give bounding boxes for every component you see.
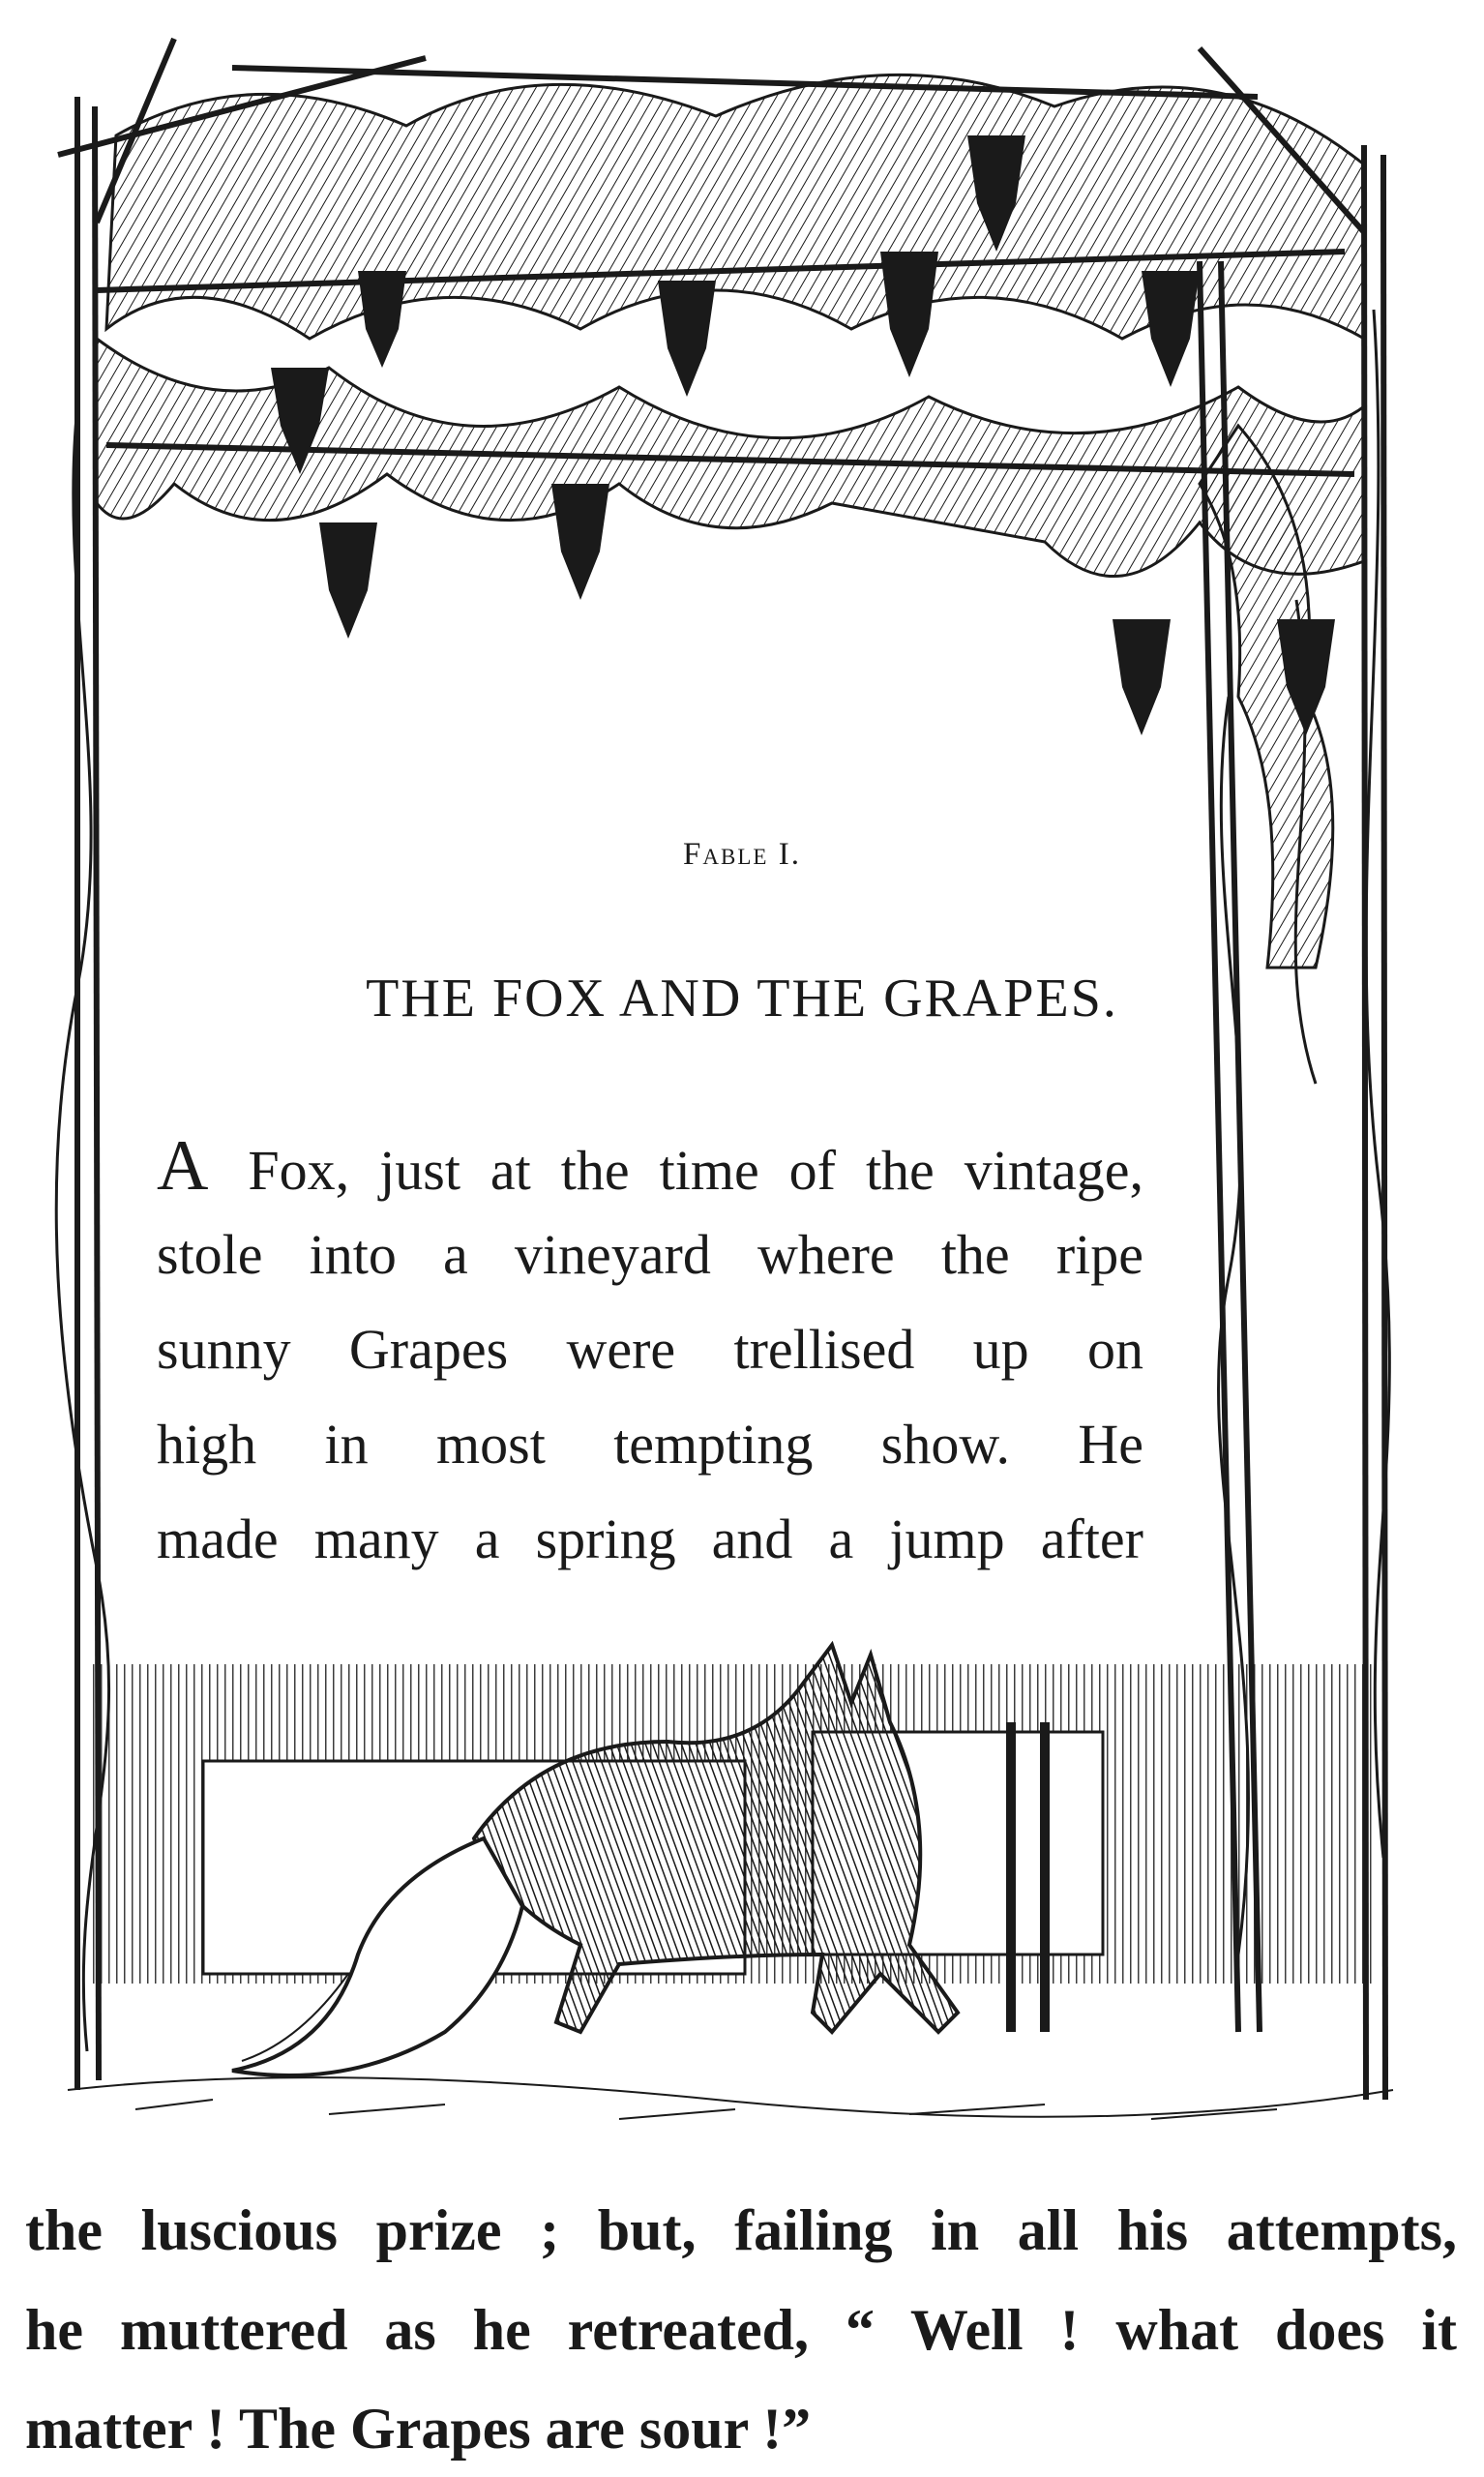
- fable-text-line-8: matter ! The Grapes are sour !”: [25, 2397, 812, 2461]
- fable-text-line-6: the luscious prize ; but, failing in all his attempts,: [25, 2198, 1457, 2262]
- fable-text-line-3: sunny Grapes were trellised up on: [157, 1318, 1143, 1381]
- grape-vine-canopy: [97, 75, 1364, 968]
- fable-number: Fable I.: [683, 837, 801, 872]
- fable-text-line-7: he muttered as he retreated, “ Well ! what does it: [25, 2298, 1457, 2362]
- engraving-illustration: [39, 19, 1412, 2129]
- fable-title: THE FOX AND THE GRAPES.: [366, 969, 1118, 1029]
- fable-text-line-2: stole into a vineyard where the ripe: [157, 1223, 1143, 1286]
- vine-trellis-engraving: [39, 19, 1412, 2129]
- fable-text-line-5: made many a spring and a jump after: [157, 1507, 1143, 1570]
- fable-text-line-1-rest: Fox, just at the time of the vintage,: [218, 1139, 1143, 1202]
- drop-cap: A: [157, 1126, 209, 1206]
- fable-text-line-4: high in most tempting show. He: [157, 1413, 1143, 1476]
- ground: [68, 2077, 1393, 2119]
- fable-text-line-1: [157, 1126, 1143, 1206]
